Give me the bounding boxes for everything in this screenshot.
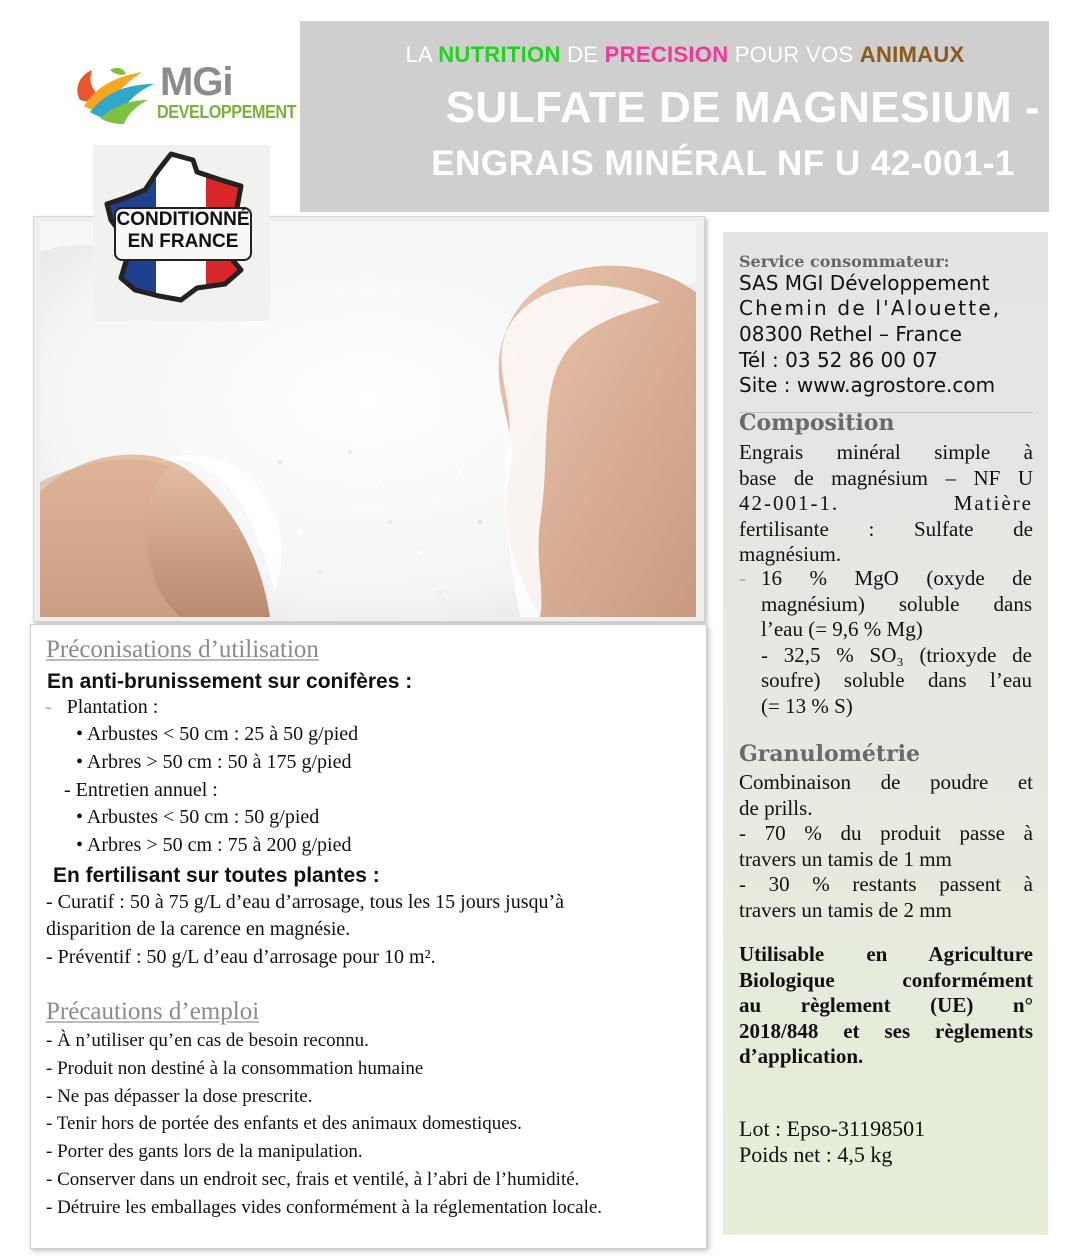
composition-detail-line: l’eau (= 9,6 % Mg) <box>761 617 923 642</box>
consumer-service-line: SAS MGI Développement <box>739 271 990 295</box>
precaution-item: - Ne pas dépasser la dose prescrite. <box>46 1086 313 1107</box>
bullet-dash: - <box>739 566 746 590</box>
composition-text <box>739 440 1033 568</box>
all-plants-heading: En fertilisant sur toutes plantes : <box>53 864 380 887</box>
curative-line1: - Curatif : 50 à 75 g/L d’eau d’arrosage, tous les 15 jours jusqu’à <box>46 891 565 913</box>
tagline-part1: LA <box>405 42 439 67</box>
precaution-item: - Tenir hors de portée des enfants et des animaux domestiques. <box>46 1113 522 1134</box>
organic-line: 2018/848 et ses règlements <box>739 1018 1033 1043</box>
tagline-animaux: ANIMAUX <box>859 42 965 67</box>
consumer-service-line: 08300 Rethel – France <box>739 322 962 346</box>
composition-line: Engrais minéral simple à <box>739 440 1033 464</box>
badge-line2: EN FRANCE <box>127 231 239 252</box>
composition-detail-line: - 32,5 % SO₃ (trioxyde de <box>761 642 1032 667</box>
conifer-heading: En anti-brunissement sur conifères : <box>47 670 413 693</box>
plantation-label: Plantation : <box>66 696 159 718</box>
composition-title: Composition <box>739 410 895 436</box>
tagline-nutrition: NUTRITION <box>438 42 561 67</box>
organic-line: d’application. <box>739 1044 864 1069</box>
maintenance-item: • Arbres > 50 cm : 75 à 200 g/pied <box>76 834 352 856</box>
granulometry-line: Combinaison de poudre et <box>739 770 1033 794</box>
consumer-service-line: Chemin de l'Alouette, <box>739 296 1002 320</box>
organic-statement <box>739 942 1033 1070</box>
maintenance-item: • Arbustes < 50 cm : 50 g/pied <box>76 806 320 828</box>
plantation-item: • Arbustes < 50 cm : 25 à 50 g/pied <box>76 723 359 745</box>
consumer-service-title: Service consommateur: <box>739 252 950 271</box>
badge-line1: CONDITIONNÉ <box>116 209 250 230</box>
granulometry-line: - 30 % restants passent à <box>739 872 1033 897</box>
composition-detail-line: (= 13 % S) <box>761 693 853 718</box>
precaution-item: - Conserver dans un endroit sec, frais et ventilé, à l’abri de l’humidité. <box>46 1169 580 1190</box>
precautions-title: Précautions d’emploi <box>46 998 260 1025</box>
usage-title: Préconisations d’utilisation <box>46 636 319 663</box>
precaution-item: - Produit non destiné à la consommation humaine <box>46 1058 424 1079</box>
preventive-line: - Préventif : 50 g/L d’eau d’arrosage pour 10 m². <box>46 946 436 968</box>
maintenance-label: - Entretien annuel : <box>64 779 218 801</box>
composition-details <box>761 566 1032 720</box>
tagline-part3: POUR VOS <box>728 42 860 67</box>
curative-line2: disparition de la carence en magnésie. <box>46 918 351 940</box>
mgi-leaf-logo-icon <box>70 62 160 126</box>
tagline-precision: PRECISION <box>604 42 729 67</box>
website-line: Site : www.agrostore.com <box>739 373 996 397</box>
composition-line: fertilisante : Sulfate de <box>739 516 1033 541</box>
precaution-item: - Détruire les emballages vides conformément à la réglementation locale. <box>46 1197 603 1218</box>
net-weight: Poids net : 4,5 kg <box>739 1142 893 1167</box>
organic-line: Biologique conformément <box>739 967 1033 992</box>
precaution-item: - Porter des gants lors de la manipulation. <box>46 1141 363 1162</box>
product-title-line1: SULFATE DE MAGNESIUM - <box>445 83 1040 132</box>
logo-name: MGi <box>160 60 233 104</box>
granulometry-text <box>739 770 1033 924</box>
plantation-row <box>45 696 158 719</box>
logo-subtitle: DEVELOPPEMENT <box>157 102 297 122</box>
composition-detail-line: soufre) soluble dans l’eau <box>761 668 1032 693</box>
product-title-line2: ENGRAIS MINÉRAL NF U 42-001-1 <box>431 144 1015 183</box>
composition-line: magnésium. <box>739 542 842 567</box>
consumer-service-line: Tél : 03 52 86 00 07 <box>739 348 938 372</box>
granulometry-line: travers un tamis de 1 mm <box>739 846 952 871</box>
tagline <box>300 42 1070 68</box>
granulometry-line: de prills. <box>739 795 813 820</box>
lot-number: Lot : Epso-31198501 <box>739 1116 926 1141</box>
precaution-item: - À n’utiliser qu’en cas de besoin reconnu. <box>46 1030 369 1051</box>
tagline-part2: DE <box>560 42 605 67</box>
granulometry-line: travers un tamis de 2 mm <box>739 897 952 922</box>
granulometry-line: - 70 % du produit passe à <box>739 821 1033 846</box>
composition-line: 42-001-1. Matière <box>739 491 1033 516</box>
organic-line: Utilisable en Agriculture <box>739 942 1033 966</box>
composition-detail-line: 16 % MgO (oxyde de <box>761 566 1032 590</box>
composition-line: base de magnésium – NF U <box>739 465 1033 490</box>
organic-line: au règlement (UE) n° <box>739 993 1033 1018</box>
composition-detail-line: magnésium) soluble dans <box>761 591 1032 616</box>
bullet-dash: - <box>45 696 57 718</box>
granulometry-title: Granulométrie <box>739 741 921 767</box>
plantation-item: • Arbres > 50 cm : 50 à 175 g/pied <box>76 751 352 773</box>
